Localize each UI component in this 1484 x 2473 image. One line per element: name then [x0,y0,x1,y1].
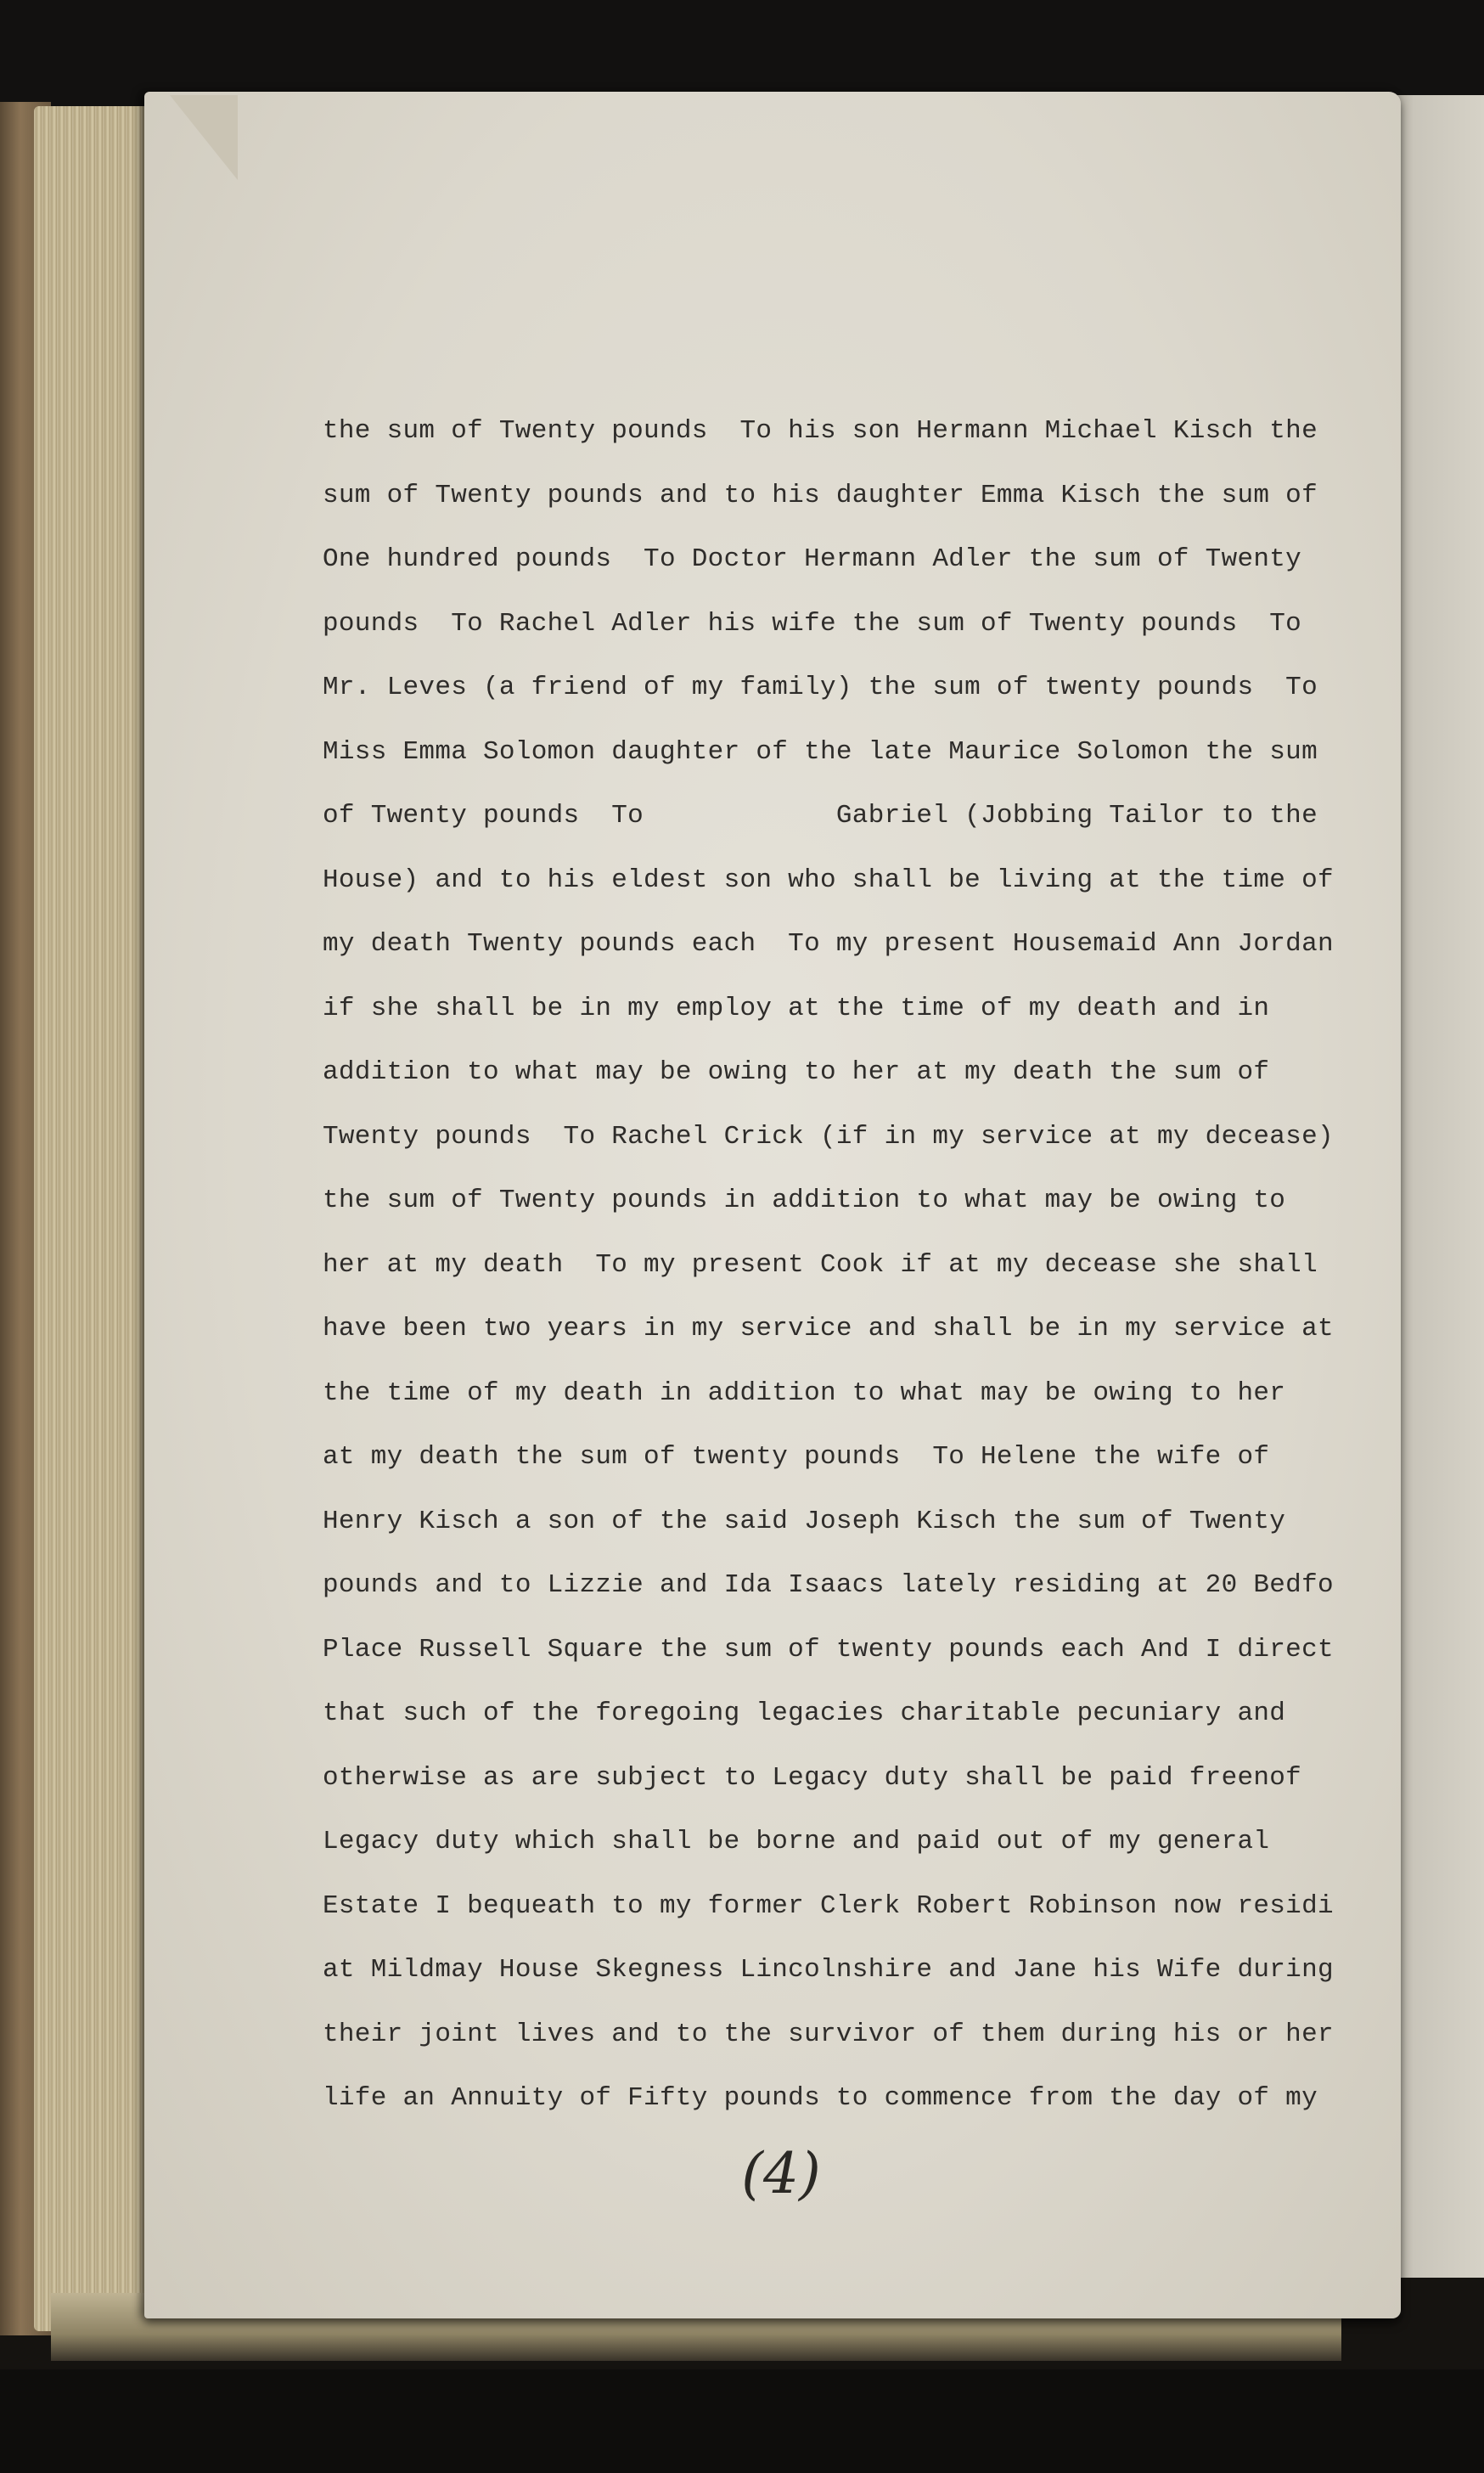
typed-text-block [323,399,1392,2131]
folded-corner [170,95,238,180]
text-line: Estate I bequeath to my former Clerk Robert Robinson now residi [323,1890,1334,1921]
text-line: One hundred pounds To Doctor Hermann Adler the sum of Twenty [323,544,1302,574]
text-line: pounds and to Lizzie and Ida Isaacs lately residing at 20 Bedfo [323,1570,1334,1600]
page-stack-edge [34,106,153,2331]
text-line: their joint lives and to the survivor of them during his or her [323,2019,1334,2049]
text-line: her at my death To my present Cook if at my decease she shall [323,1249,1318,1280]
text-line: my death Twenty pounds each To my present Housemaid Ann Jordan [323,929,1334,959]
text-line: otherwise as are subject to Legacy duty shall be paid freenof [323,1762,1302,1793]
text-line: at Mildmay House Skegness Lincolnshire and Jane his Wife during [323,1955,1334,1985]
text-line: Place Russell Square the sum of twenty pounds each And I direct [323,1634,1334,1665]
text-line: have been two years in my service and shall be in my service at [323,1314,1334,1344]
text-line: pounds To Rachel Adler his wife the sum of Twenty pounds To [323,608,1302,639]
text-line: Twenty pounds To Rachel Crick (if in my service at my decease) [323,1121,1334,1152]
text-line: if she shall be in my employ at the time of my death and in [323,993,1270,1023]
text-line: Henry Kisch a son of the said Joseph Kisch the sum of Twenty [323,1506,1286,1536]
text-line: of Twenty pounds To Gabriel (Jobbing Tailor to the [323,801,1318,831]
text-line: sum of Twenty pounds and to his daughter Emma Kisch the sum of [323,480,1318,510]
text-line: the sum of Twenty pounds in addition to what may be owing to [323,1186,1286,1215]
background-bottom [0,2369,1484,2473]
text-line: Mr. Leves (a friend of my family) the sum of twenty pounds To [323,673,1318,702]
text-line: addition to what may be owing to her at my death the sum of [323,1057,1270,1087]
text-line: Miss Emma Solomon daughter of the late Maurice Solomon the sum [323,736,1318,767]
handwritten-page-number: (4) [741,2141,821,2206]
text-line: the time of my death in addition to what may be owing to her [323,1377,1286,1408]
text-line: life an Annuity of Fifty pounds to commence from the day of my [323,2083,1318,2113]
text-line: that such of the foregoing legacies charitable pecuniary and [323,1698,1286,1728]
text-line: House) and to his eldest son who shall be living at the time of [323,865,1334,895]
text-line: Legacy duty which shall be borne and paid out of my general [323,1827,1270,1856]
text-line: at my death the sum of twenty pounds To Helene the wife of [323,1442,1270,1472]
text-line: the sum of Twenty pounds To his son Hermann Michael Kisch the [323,416,1318,446]
